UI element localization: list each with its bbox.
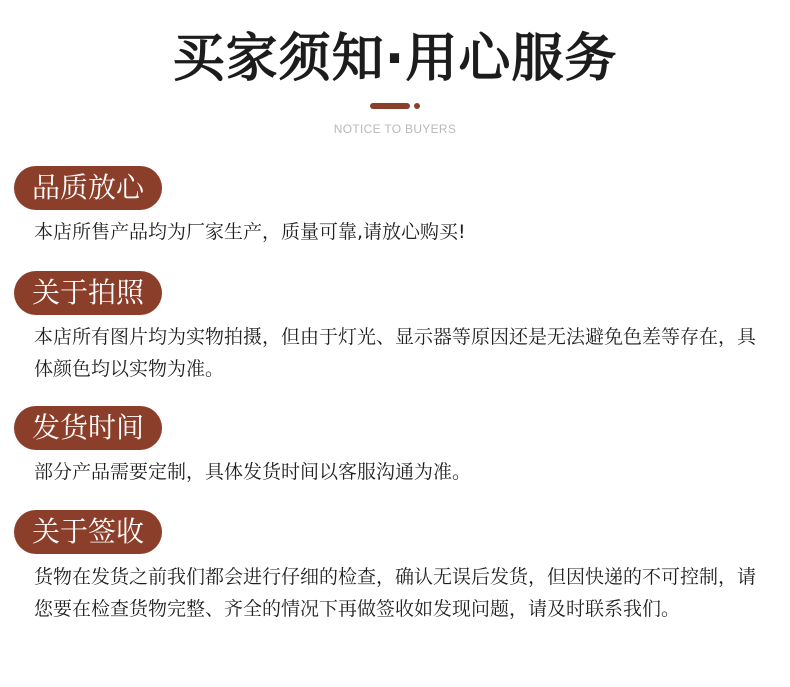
section-text-receipt: 货物在发货之前我们都会进行仔细的检查，确认无误后发货，但因快递的不可控制，请您要在检查货物完整、齐全的情况下再做签收如发现问题，请及时联系我们。 bbox=[34, 566, 757, 620]
section-heading-quality: 品质放心 bbox=[14, 166, 162, 210]
page-title: 买家须知·用心服务 bbox=[172, 29, 618, 89]
section-text-shipping: 部分产品需要定制，具体发货时间以客服沟通为准。 bbox=[34, 461, 472, 483]
divider-dot bbox=[414, 103, 420, 109]
section-heading-photos: 关于拍照 bbox=[14, 271, 162, 315]
page-subtitle: NOTICE TO BUYERS bbox=[333, 122, 457, 136]
section-heading-shipping: 发货时间 bbox=[14, 406, 162, 450]
section-text-quality: 本店所售产品均为厂家生产，质量可靠,请放心购买! bbox=[34, 221, 466, 243]
divider-bar bbox=[370, 103, 410, 109]
section-heading-receipt: 关于签收 bbox=[14, 510, 162, 554]
section-text-photos: 本店所有图片均为实物拍摄，但由于灯光、显示器等原因还是无法避免色差等存在，具体颜色均以实物为准。 bbox=[34, 326, 757, 380]
